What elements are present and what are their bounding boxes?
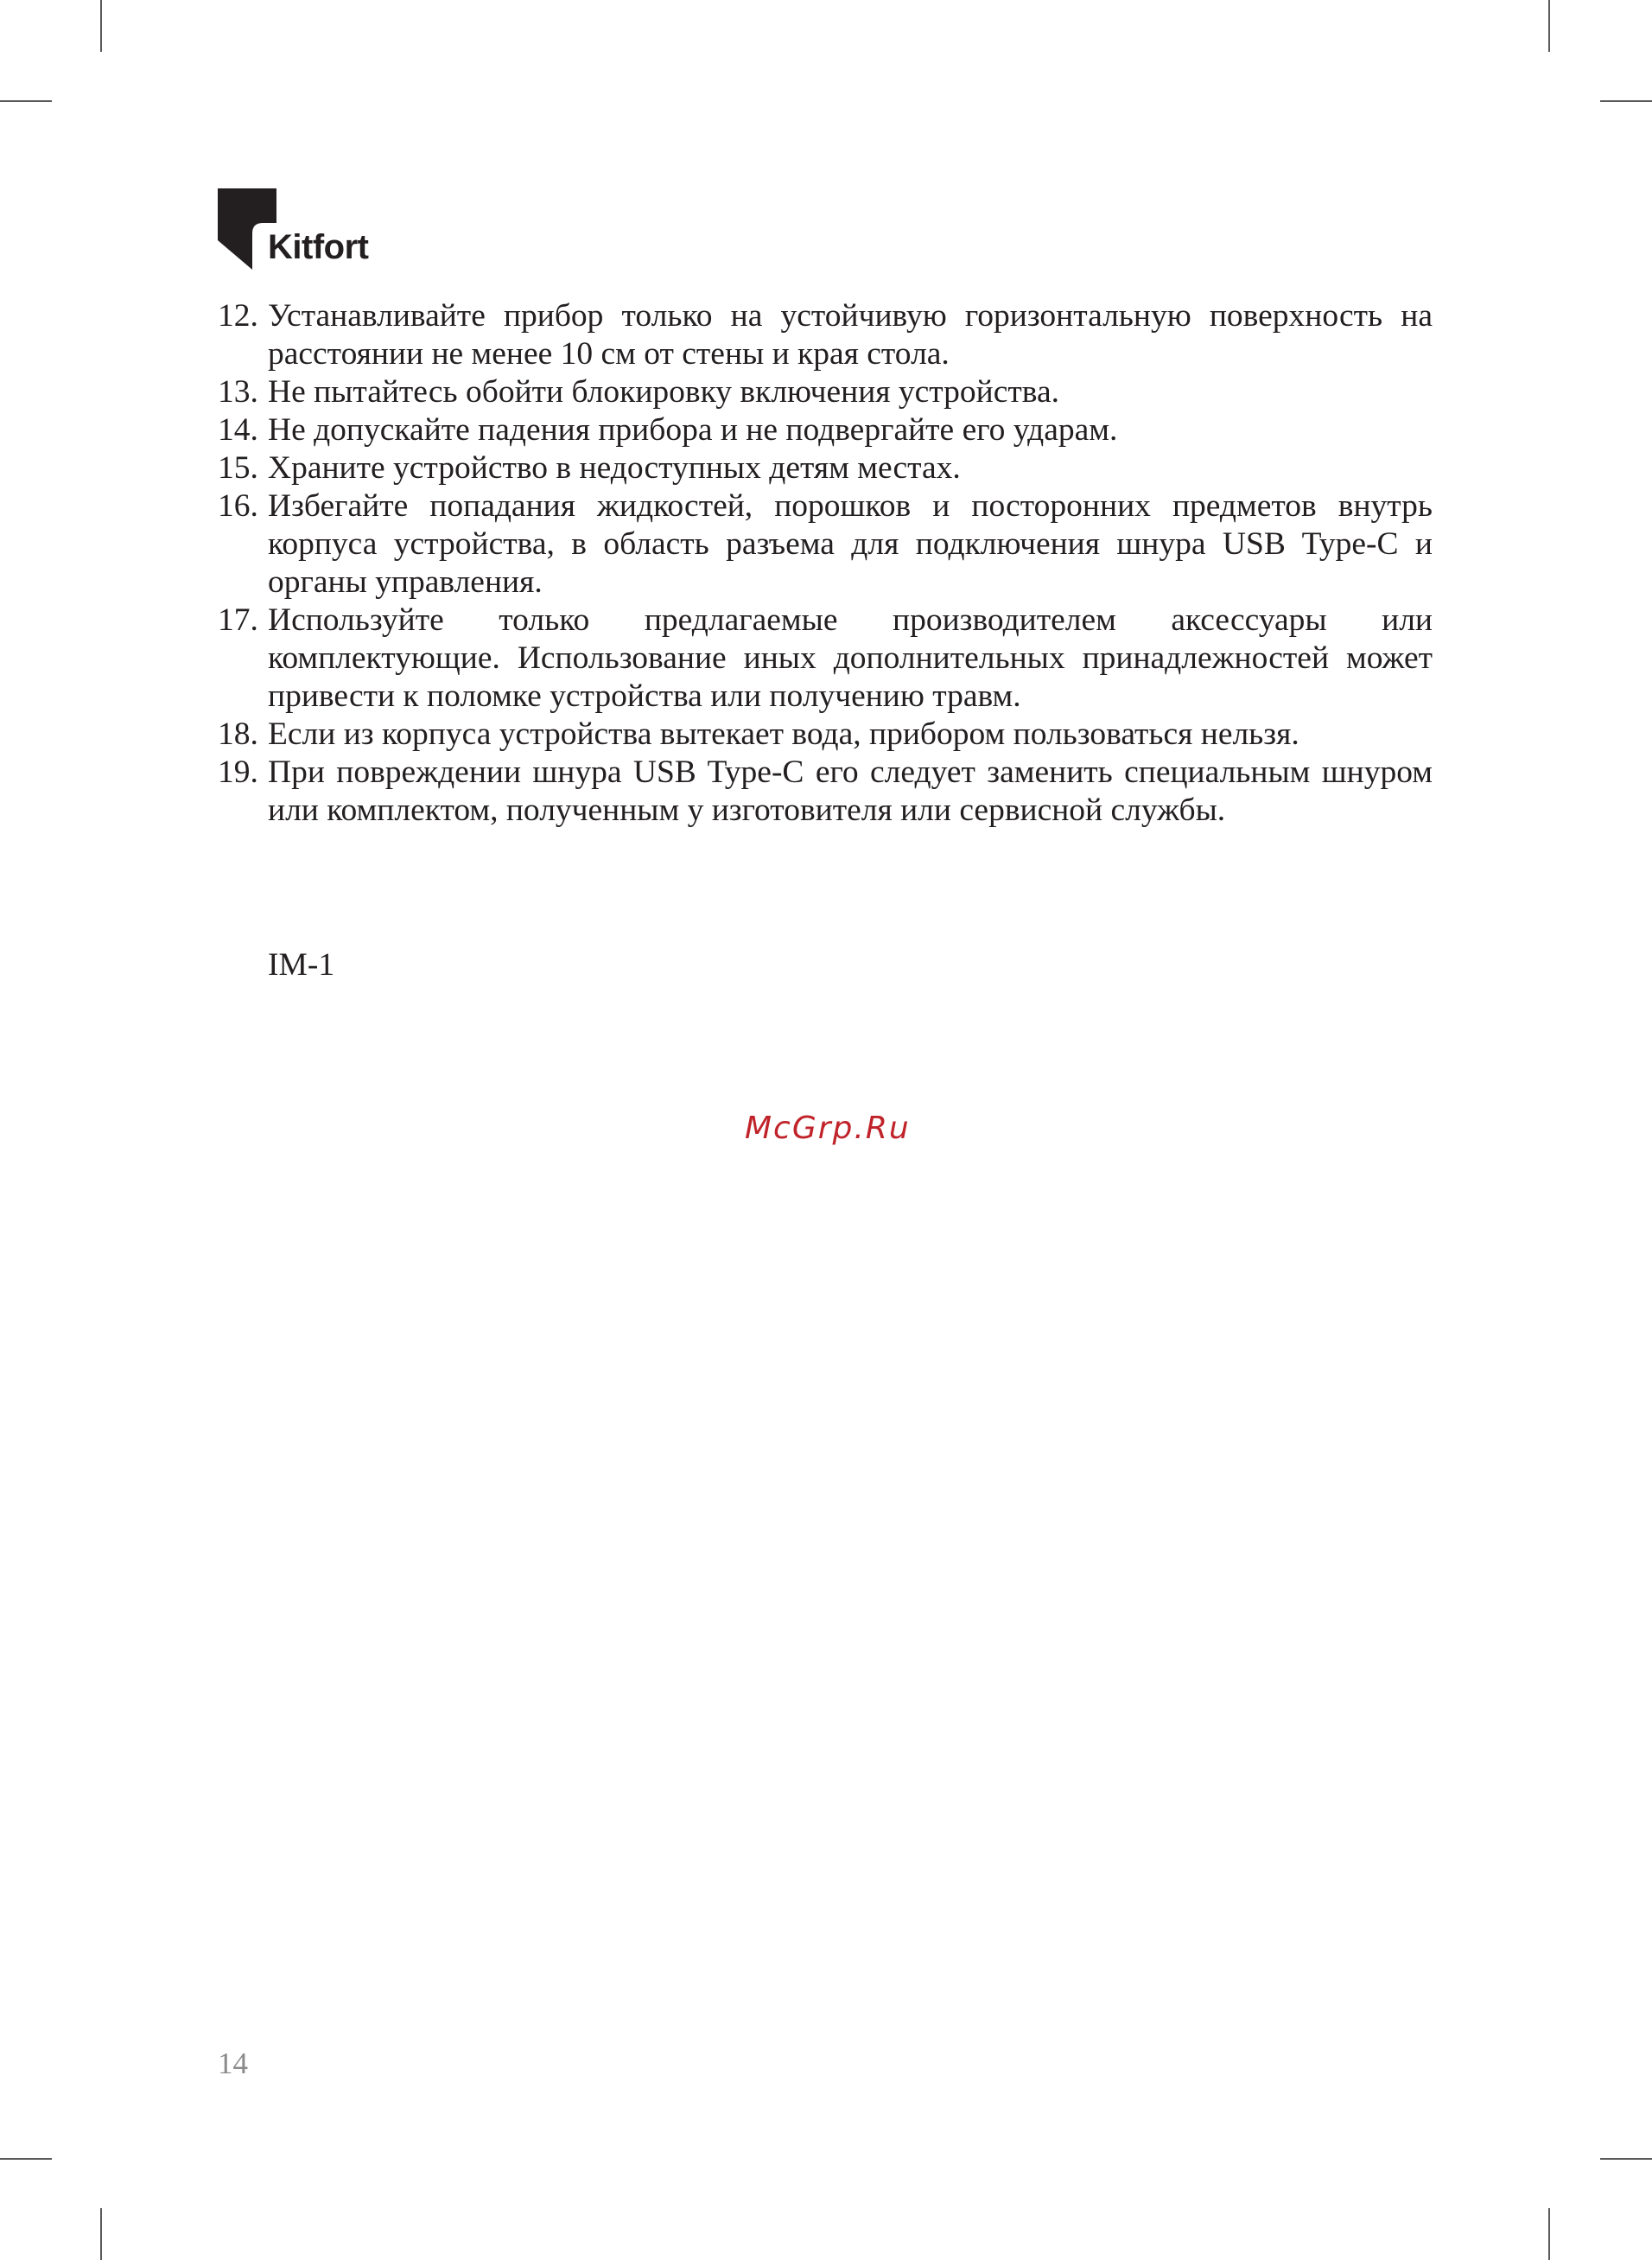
- item-text: При повреждении шнура USB Type-C его следует заменить специальным шнуром или комплектом, полученным у изготовителя или сервисной службы.: [268, 754, 1433, 828]
- item-number: 15.: [218, 450, 258, 486]
- item-text: Избегайте попадания жидкостей, порошков и посторонних предметов внутрь корпуса устройства, в область разъема для подключения шнура USB Type-C и органы управления.: [268, 488, 1433, 600]
- list-item: [218, 754, 1433, 830]
- item-number: 13.: [218, 374, 258, 410]
- item-number: 17.: [218, 602, 258, 638]
- crop-mark-top-right-vertical: [1548, 0, 1550, 52]
- safety-instructions-list: [218, 297, 1433, 830]
- item-number: 18.: [218, 716, 258, 752]
- item-text: Устанавливайте прибор только на устойчивую горизонтальную поверхность на расстоянии не менее 10 см от стены и края стола.: [268, 298, 1433, 372]
- page-number: 14: [218, 2047, 248, 2080]
- item-number: 16.: [218, 488, 258, 524]
- crop-mark-bottom-left-vertical: [100, 2208, 102, 2260]
- list-item: [218, 411, 1433, 449]
- item-text: Используйте только предлагаемые производителем аксессуары или комплектующие. Использование иных дополнительных принадлежностей может привести к поломке устройства или получению травм.: [268, 602, 1433, 714]
- item-text: Не допускайте падения прибора и не подвергайте его ударам.: [268, 412, 1118, 448]
- item-text: Не пытайтесь обойти блокировку включения устройства.: [268, 374, 1059, 410]
- list-item: [218, 487, 1433, 602]
- crop-mark-top-left-horizontal: [0, 100, 52, 102]
- crop-mark-top-right-horizontal: [1600, 100, 1652, 102]
- item-text: Если из корпуса устройства вытекает вода, прибором пользоваться нельзя.: [268, 716, 1299, 752]
- kitfort-logo: [218, 188, 391, 275]
- list-item: [218, 716, 1433, 754]
- crop-mark-bottom-right-horizontal: [1600, 2158, 1652, 2160]
- model-code: IM-1: [268, 947, 335, 983]
- logo-wordmark: Kitfort: [268, 228, 369, 266]
- item-number: 14.: [218, 412, 258, 448]
- list-item: [218, 449, 1433, 487]
- list-item: [218, 297, 1433, 373]
- item-number: 12.: [218, 298, 258, 334]
- watermark-text: McGrp.Ru: [745, 1111, 911, 1146]
- item-number: 19.: [218, 754, 258, 790]
- crop-mark-top-left-vertical: [100, 0, 102, 52]
- list-item: [218, 373, 1433, 411]
- crop-mark-bottom-left-horizontal: [0, 2158, 52, 2160]
- item-text: Храните устройство в недоступных детям местах.: [268, 450, 961, 486]
- list-item: [218, 602, 1433, 716]
- crop-mark-bottom-right-vertical: [1548, 2208, 1550, 2260]
